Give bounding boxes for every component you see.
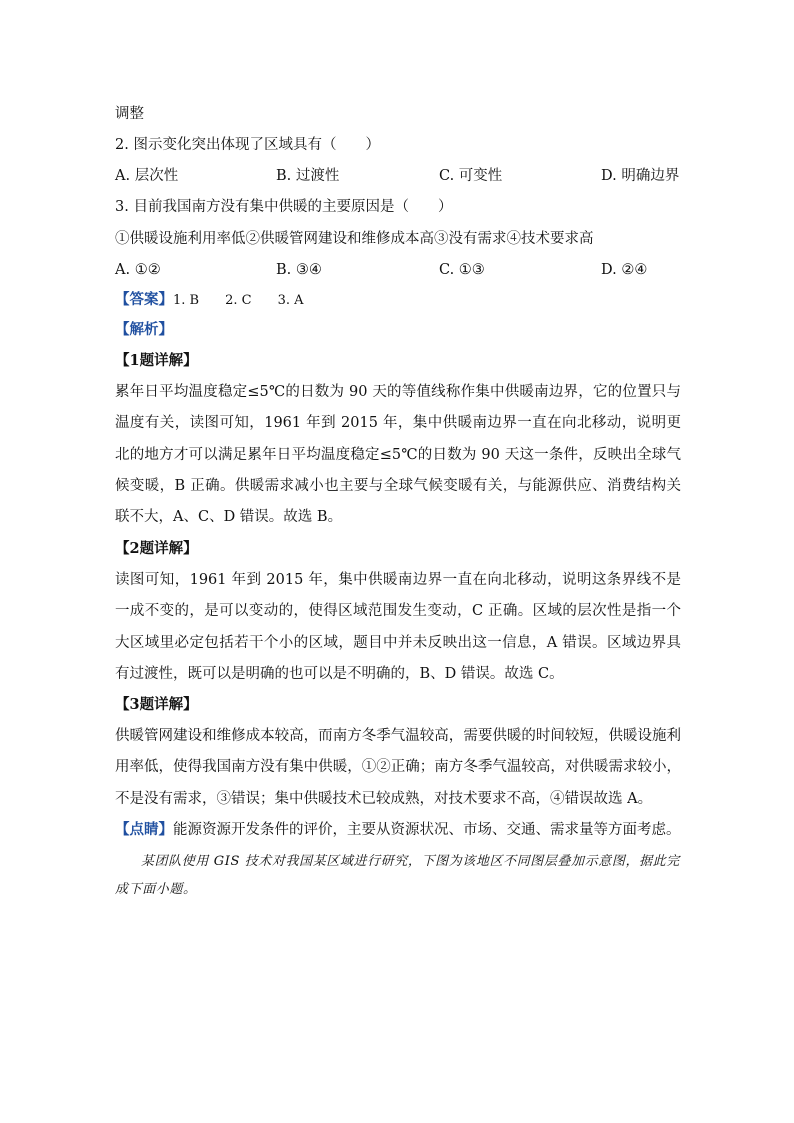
answer-tag: 【答案】 [115, 291, 173, 308]
question-3-statements: ①供暖设施利用率低②供暖管网建设和维修成本高③没有需求④技术要求高 [115, 231, 594, 247]
tip-text: 能源资源开发条件的评价，主要从资源状况、市场、交通、需求量等方面考虑。 [173, 822, 681, 838]
q2-option-b: B. 过渡性 [276, 168, 340, 184]
q3-option-c: C. ①③ [439, 262, 485, 278]
analysis-tag: 【解析】 [115, 321, 173, 338]
q3-option-b: B. ③④ [276, 262, 322, 278]
q2-option-c: C. 可变性 [439, 168, 503, 184]
continuation-text: 调整 [115, 106, 144, 122]
detail-2-text: 读图可知，1961 年到 2015 年，集中供暖南边界一直在向北移动，说明这条界线不是一成不变的，是可以变动的，使得区域范围发生变动，C 正确。区域的层次性是指一个大区域里必定包括若干个小的区域，题目中并未反映出这一信息，A 错误。区域边界具有过渡性，既可以是明确的也可以是不明确的，B、D 错误。故选 C。 [115, 572, 681, 682]
detail-3-text: 供暖管网建设和维修成本较高，而南方冬季气温较高，需要供暖的时间较短，供暖设施利用率低，使得我国南方没有集中供暖，①②正确；南方冬季气温较高，对供暖需求较小，不是没有需求，③错误；集中供暖技术已较成熟，对技术要求不高，④错误故选 A。 [115, 728, 681, 807]
detail-3-tag: 【3题详解】 [115, 696, 198, 713]
next-question-intro [115, 848, 685, 904]
answer-line [115, 290, 304, 311]
tip-line [115, 820, 681, 840]
tip-tag: 【点睛】 [115, 821, 173, 838]
q2-option-a: A. 层次性 [115, 168, 179, 184]
question-2: 2. 图示变化突出体现了区域具有（ ） [115, 137, 380, 153]
answer-text: 1. B 2. C 3. A [173, 293, 304, 308]
detail-1-tag: 【1题详解】 [115, 352, 198, 369]
q3-option-a: A. ①② [115, 262, 161, 278]
q2-option-d: D. 明确边界 [601, 168, 680, 184]
question-3: 3. 目前我国南方没有集中供暖的主要原因是（ ） [115, 199, 453, 215]
intro-text: 某团队使用 GIS 技术对我国某区域进行研究，下图为该地区不同图层叠加示意图，据此完成下面小题。 [115, 854, 680, 897]
detail-1-text: 累年日平均温度稳定≤5℃的日数为 90 天的等值线称作集中供暖南边界，它的位置只与温度有关，读图可知，1961 年到 2015 年，集中供暖南边界一直在向北移动，说明更北的地方才可以满足累年日平均温度稳定≤5℃的日数为 90 天这一条件，反映出全球气候变暖，B 正确。供暖需求减小也主要与全球气候变暖有关，与能源供应、消费结构关联不大，A、C、D 错误。故选 B。 [115, 384, 681, 526]
q3-option-d: D. ②④ [601, 262, 648, 278]
detail-2-tag: 【2题详解】 [115, 540, 198, 557]
